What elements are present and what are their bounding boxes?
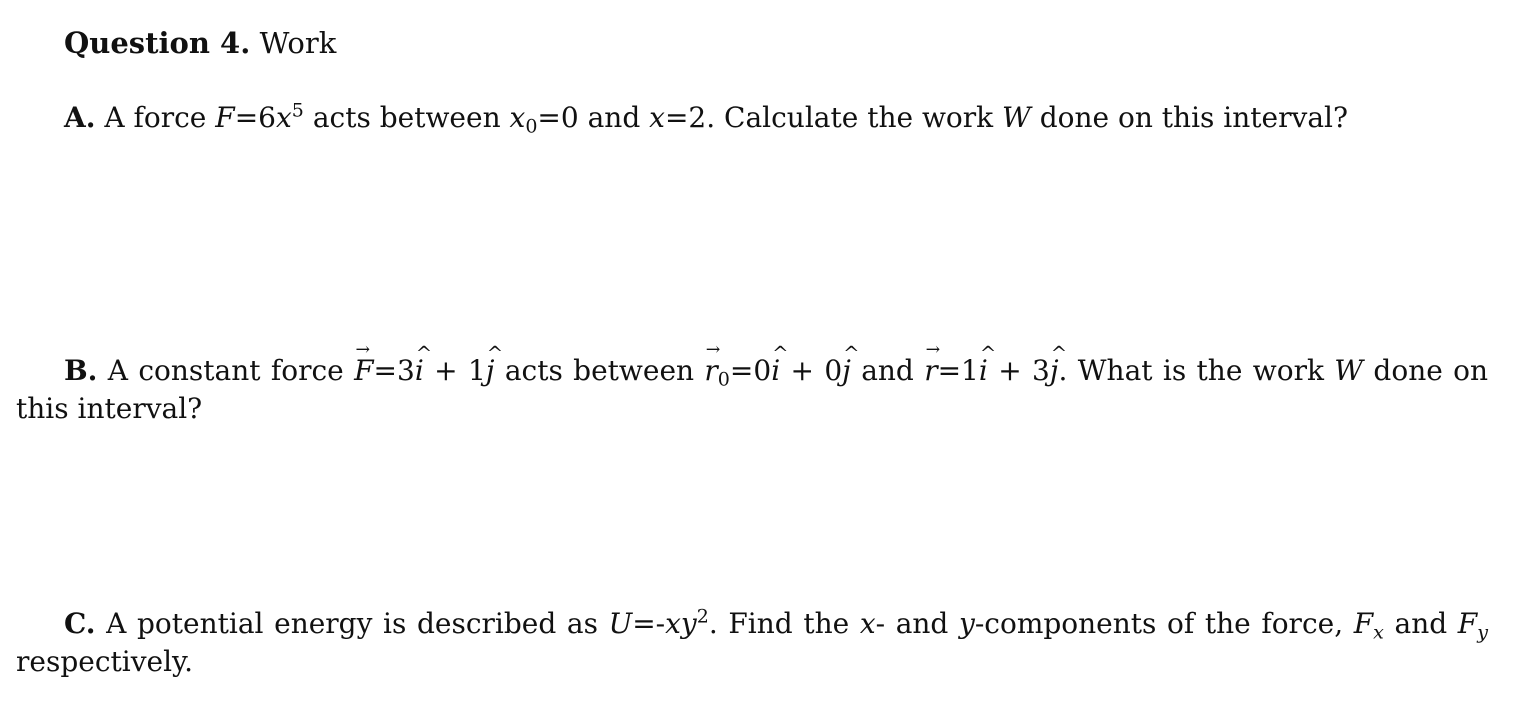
part-a-label: A. — [64, 101, 96, 134]
potential-energy-sign: =- — [632, 607, 666, 640]
part-c-text: -components of the force, — [974, 607, 1344, 640]
work-symbol: W — [1334, 354, 1364, 387]
part-b-text: and — [861, 354, 914, 387]
part-c-text: respectively. — [16, 645, 194, 678]
start-position-subscript: 0 — [717, 368, 730, 391]
unit-vector-j: ^ j — [486, 352, 495, 390]
force-coefficient: =6 — [234, 101, 276, 134]
part-a — [16, 99, 1488, 137]
force-exponent: 5 — [291, 99, 304, 122]
potential-energy-symbol: U — [608, 607, 633, 640]
variable-x: x — [276, 101, 292, 134]
force-y-subscript: y — [1477, 621, 1488, 644]
force-x-symbol: F — [1353, 607, 1374, 640]
question-heading — [64, 24, 336, 62]
variable-y: y — [958, 607, 975, 640]
variable-x: x — [859, 607, 876, 640]
part-b-label: B. — [64, 354, 98, 387]
force-symbol: F — [215, 101, 235, 134]
work-symbol: W — [1002, 101, 1031, 134]
unit-vector-i: ^ i — [771, 352, 780, 390]
variables-xy: xy — [665, 607, 697, 640]
start-i-coefficient: =0 — [729, 354, 772, 387]
part-a-text: A force — [104, 101, 207, 134]
part-b-text: acts between — [504, 354, 695, 387]
part-c-label: C. — [64, 607, 96, 640]
part-c-text: and — [1394, 607, 1448, 640]
force-vector-symbol: → F — [354, 352, 373, 390]
unit-vector-i: ^ i — [979, 352, 988, 390]
force-y-symbol: F — [1457, 607, 1478, 640]
part-b-text: . What is the work — [1058, 354, 1324, 387]
question-number: Question 4. — [64, 26, 251, 60]
end-j-coefficient: + 3 — [987, 354, 1050, 387]
start-position-symbol: x — [509, 101, 526, 134]
end-i-coefficient: =1 — [937, 354, 979, 387]
part-c-text: - and — [875, 607, 949, 640]
force-j-coefficient: + 1 — [423, 354, 486, 387]
part-c-text: . Find the — [708, 607, 850, 640]
part-a-text: acts between — [312, 101, 501, 134]
force-i-coefficient: =3 — [373, 354, 415, 387]
start-j-coefficient: + 0 — [780, 354, 843, 387]
end-position-vector-symbol: → r — [924, 352, 937, 390]
end-position-value: =2. Calculate the work — [664, 101, 994, 134]
part-a-text: done on this interval? — [1039, 101, 1348, 134]
start-position-subscript: 0 — [525, 115, 538, 138]
start-position-vector-symbol: → r — [704, 352, 717, 390]
part-b-text: A constant force — [107, 354, 344, 387]
force-x-subscript: x — [1373, 621, 1384, 644]
start-position-value: =0 and — [537, 101, 641, 134]
question-title: Work — [259, 26, 337, 60]
end-position-symbol: x — [649, 101, 665, 134]
part-b-text: done on this interval? — [16, 354, 1489, 425]
unit-vector-i: ^ i — [415, 352, 424, 390]
part-c-text: A potential energy is described as — [106, 607, 598, 640]
unit-vector-j: ^ j — [1050, 352, 1059, 390]
part-b — [16, 352, 1488, 428]
potential-exponent: 2 — [696, 605, 709, 628]
part-c — [16, 605, 1488, 681]
unit-vector-j: ^ j — [842, 352, 851, 390]
